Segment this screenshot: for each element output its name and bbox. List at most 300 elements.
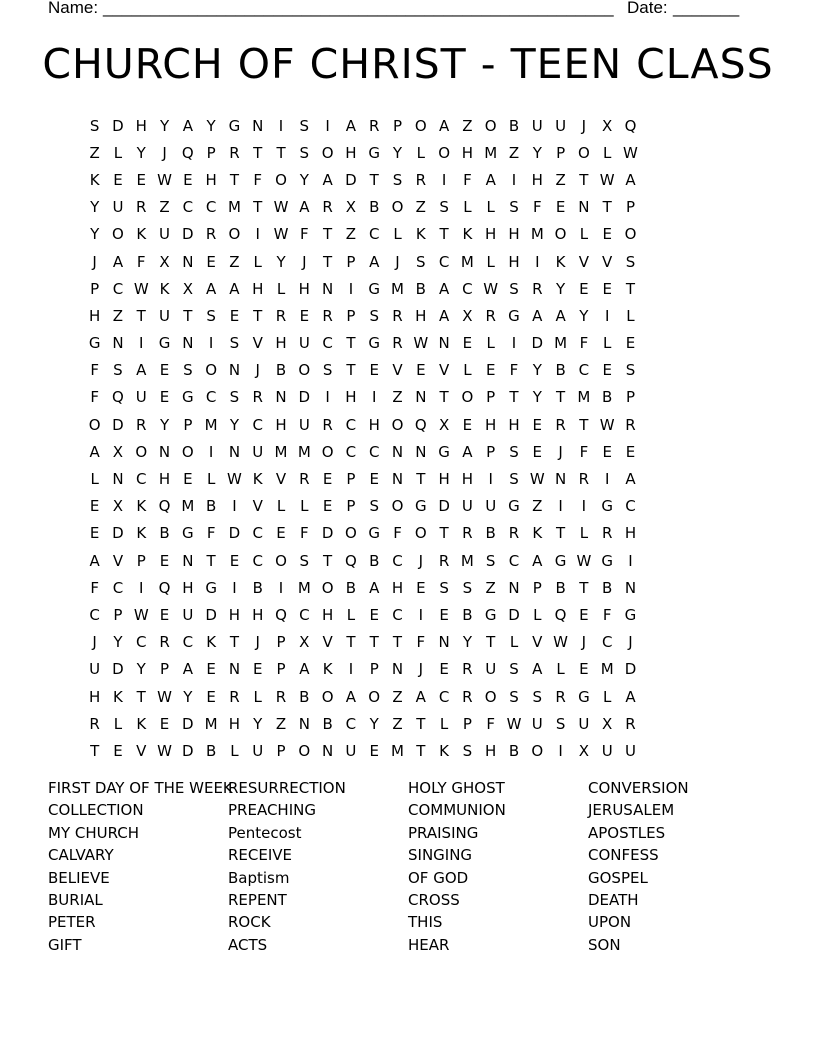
grid-cell[interactable]: P <box>486 442 496 461</box>
grid-cell[interactable]: O <box>298 361 311 380</box>
grid-cell[interactable]: E <box>206 687 216 706</box>
grid-cell[interactable]: S <box>625 252 636 271</box>
grid-cell[interactable]: H <box>252 605 264 624</box>
grid-cell[interactable]: O <box>321 442 334 461</box>
grid-cell[interactable]: A <box>415 687 426 706</box>
grid-cell[interactable]: M <box>460 551 474 570</box>
grid-cell[interactable]: I <box>139 578 144 597</box>
grid-cell[interactable]: Y <box>113 633 123 652</box>
grid-cell[interactable]: A <box>89 551 100 570</box>
grid-cell[interactable]: L <box>393 225 402 244</box>
grid-cell[interactable]: K <box>113 687 123 706</box>
grid-cell[interactable]: O <box>275 170 287 189</box>
grid-cell[interactable]: I <box>278 578 284 597</box>
grid-cell[interactable]: N <box>112 470 124 489</box>
grid-cell[interactable]: Z <box>462 116 473 135</box>
grid-cell[interactable]: Y <box>206 116 216 135</box>
grid-cell[interactable]: A <box>438 116 450 135</box>
grid-cell[interactable]: C <box>252 415 263 434</box>
grid-cell[interactable]: O <box>624 225 637 244</box>
grid-cell[interactable]: H <box>485 741 497 760</box>
grid-cell[interactable]: W <box>599 415 615 434</box>
grid-cell[interactable]: A <box>322 170 333 189</box>
grid-cell[interactable]: N <box>578 198 590 217</box>
grid-cell[interactable]: Q <box>345 551 357 570</box>
grid-cell[interactable]: E <box>625 442 636 461</box>
grid-cell[interactable]: P <box>625 198 635 217</box>
grid-cell[interactable]: R <box>299 470 310 489</box>
grid-cell[interactable]: H <box>391 578 404 597</box>
grid-cell[interactable]: A <box>438 306 450 325</box>
grid-cell[interactable]: G <box>368 143 381 162</box>
grid-cell[interactable]: G <box>88 334 101 353</box>
grid-cell[interactable]: O <box>321 687 334 706</box>
grid-cell[interactable]: D <box>298 388 311 407</box>
grid-cell[interactable]: A <box>345 116 357 135</box>
grid-cell[interactable]: R <box>415 170 427 189</box>
grid-cell[interactable]: O <box>298 741 311 760</box>
grid-cell[interactable]: L <box>113 714 123 733</box>
grid-cell[interactable]: R <box>508 524 520 543</box>
grid-cell[interactable]: B <box>415 279 426 298</box>
grid-cell[interactable]: B <box>485 524 496 543</box>
grid-cell[interactable]: R <box>392 306 403 325</box>
grid-cell[interactable]: U <box>531 714 543 733</box>
grid-cell[interactable]: R <box>322 415 333 434</box>
grid-cell[interactable]: K <box>136 714 147 733</box>
grid-cell[interactable]: W <box>273 198 289 217</box>
grid-cell[interactable]: L <box>486 334 495 353</box>
grid-cell[interactable]: R <box>485 306 496 325</box>
grid-cell[interactable]: C <box>462 279 473 298</box>
grid-cell[interactable]: I <box>488 470 493 489</box>
grid-cell[interactable]: H <box>508 415 520 434</box>
grid-cell[interactable]: T <box>625 279 636 298</box>
grid-cell[interactable]: F <box>463 170 472 189</box>
grid-cell[interactable]: T <box>183 306 193 325</box>
grid-cell[interactable]: U <box>531 116 543 135</box>
grid-cell[interactable]: P <box>136 551 146 570</box>
grid-cell[interactable]: Q <box>158 497 171 516</box>
grid-cell[interactable]: L <box>416 143 425 162</box>
grid-cell[interactable]: T <box>579 170 589 189</box>
grid-cell[interactable]: G <box>228 116 241 135</box>
grid-cell[interactable]: U <box>601 741 613 760</box>
grid-cell[interactable]: B <box>369 551 380 570</box>
grid-cell[interactable]: H <box>415 306 427 325</box>
grid-cell[interactable]: L <box>206 470 216 489</box>
grid-cell[interactable]: K <box>532 524 543 543</box>
grid-cell[interactable]: D <box>182 714 194 733</box>
grid-cell[interactable]: B <box>322 714 333 733</box>
grid-cell[interactable]: O <box>461 388 474 407</box>
grid-cell[interactable]: S <box>369 497 379 516</box>
grid-cell[interactable]: N <box>275 388 287 407</box>
grid-cell[interactable]: I <box>604 470 610 489</box>
grid-cell[interactable]: L <box>509 633 519 652</box>
grid-cell[interactable]: T <box>556 388 566 407</box>
grid-cell[interactable]: B <box>205 497 217 516</box>
grid-cell[interactable]: N <box>182 252 194 271</box>
grid-cell[interactable]: E <box>462 415 473 434</box>
grid-cell[interactable]: T <box>439 388 449 407</box>
grid-cell[interactable]: W <box>273 225 289 244</box>
grid-cell[interactable]: D <box>531 334 544 353</box>
grid-cell[interactable]: Z <box>532 497 543 516</box>
grid-cell[interactable]: O <box>438 143 450 162</box>
grid-cell[interactable]: H <box>158 470 171 489</box>
grid-cell[interactable]: Y <box>276 252 286 271</box>
grid-cell[interactable]: H <box>345 388 357 407</box>
grid-cell[interactable]: N <box>182 334 194 353</box>
grid-cell[interactable]: J <box>628 633 633 652</box>
grid-cell[interactable]: P <box>625 388 635 407</box>
grid-cell[interactable]: D <box>345 170 357 189</box>
grid-cell[interactable]: N <box>158 442 171 461</box>
grid-cell[interactable]: R <box>578 470 590 489</box>
grid-cell[interactable]: T <box>253 198 263 217</box>
grid-cell[interactable]: F <box>136 252 146 271</box>
grid-cell[interactable]: Y <box>532 361 542 380</box>
grid-cell[interactable]: D <box>438 497 450 516</box>
grid-cell[interactable]: I <box>558 741 563 760</box>
grid-cell[interactable]: B <box>602 578 613 597</box>
grid-cell[interactable]: L <box>556 660 565 679</box>
grid-cell[interactable]: Z <box>392 687 403 706</box>
grid-cell[interactable]: P <box>160 660 170 679</box>
grid-cell[interactable]: E <box>602 442 612 461</box>
grid-cell[interactable]: N <box>438 334 450 353</box>
grid-cell[interactable]: W <box>157 170 172 189</box>
grid-cell[interactable]: H <box>508 252 520 271</box>
grid-cell[interactable]: T <box>253 143 263 162</box>
grid-cell[interactable]: A <box>369 578 380 597</box>
grid-cell[interactable]: K <box>462 225 473 244</box>
grid-cell[interactable]: V <box>438 361 450 380</box>
grid-cell[interactable]: O <box>205 361 218 380</box>
grid-cell[interactable]: Z <box>229 252 240 271</box>
grid-cell[interactable]: R <box>322 306 333 325</box>
grid-cell[interactable]: P <box>183 415 193 434</box>
grid-cell[interactable]: Q <box>112 388 124 407</box>
grid-cell[interactable]: H <box>275 334 287 353</box>
grid-cell[interactable]: S <box>485 551 496 570</box>
grid-cell[interactable]: B <box>555 361 566 380</box>
grid-cell[interactable]: C <box>625 497 636 516</box>
grid-cell[interactable]: R <box>625 714 636 733</box>
grid-cell[interactable]: S <box>183 361 193 380</box>
grid-cell[interactable]: A <box>485 170 496 189</box>
grid-cell[interactable]: J <box>558 442 563 461</box>
grid-cell[interactable]: A <box>182 660 193 679</box>
grid-cell[interactable]: T <box>346 633 356 652</box>
grid-cell[interactable]: X <box>462 306 473 325</box>
grid-cell[interactable]: T <box>579 578 589 597</box>
grid-cell[interactable]: T <box>346 334 356 353</box>
grid-cell[interactable]: Y <box>136 660 146 679</box>
grid-cell[interactable]: J <box>418 660 424 679</box>
grid-cell[interactable]: I <box>628 551 633 570</box>
grid-cell[interactable]: D <box>182 225 194 244</box>
grid-cell[interactable]: N <box>391 470 404 489</box>
grid-cell[interactable]: X <box>345 198 357 217</box>
grid-cell[interactable]: A <box>112 252 124 271</box>
grid-cell[interactable]: T <box>392 633 403 652</box>
grid-cell[interactable]: F <box>416 633 426 652</box>
grid-cell[interactable]: H <box>135 116 147 135</box>
grid-cell[interactable]: K <box>322 660 333 679</box>
grid-cell[interactable]: U <box>624 741 636 760</box>
grid-cell[interactable]: S <box>392 170 403 189</box>
grid-cell[interactable]: E <box>159 388 170 407</box>
grid-cell[interactable]: I <box>581 497 587 516</box>
grid-cell[interactable]: A <box>462 442 473 461</box>
grid-cell[interactable]: E <box>439 605 449 624</box>
grid-cell[interactable]: I <box>232 578 237 597</box>
grid-cell[interactable]: R <box>368 116 380 135</box>
grid-cell[interactable]: U <box>555 116 567 135</box>
grid-cell[interactable]: I <box>255 225 260 244</box>
grid-cell[interactable]: G <box>182 524 194 543</box>
grid-cell[interactable]: V <box>322 633 333 652</box>
grid-cell[interactable]: G <box>368 524 381 543</box>
grid-cell[interactable]: M <box>391 741 404 760</box>
grid-cell[interactable]: T <box>276 143 286 162</box>
grid-cell[interactable]: T <box>486 633 496 652</box>
grid-cell[interactable]: C <box>89 605 100 624</box>
grid-cell[interactable]: C <box>252 551 263 570</box>
grid-cell[interactable]: N <box>391 660 404 679</box>
grid-cell[interactable]: X <box>602 116 613 135</box>
grid-cell[interactable]: A <box>532 551 543 570</box>
grid-cell[interactable]: A <box>438 279 450 298</box>
grid-cell[interactable]: U <box>485 660 497 679</box>
grid-cell[interactable]: H <box>461 470 474 489</box>
grid-cell[interactable]: E <box>625 334 636 353</box>
grid-cell[interactable]: T <box>439 225 449 244</box>
grid-cell[interactable]: N <box>228 660 241 679</box>
grid-cell[interactable]: S <box>322 361 333 380</box>
grid-cell[interactable]: Z <box>275 714 287 733</box>
grid-cell[interactable]: R <box>555 415 566 434</box>
grid-cell[interactable]: J <box>92 252 97 271</box>
grid-cell[interactable]: R <box>392 334 403 353</box>
grid-cell[interactable]: W <box>227 470 242 489</box>
grid-cell[interactable]: L <box>579 524 589 543</box>
grid-cell[interactable]: Y <box>532 143 542 162</box>
grid-cell[interactable]: J <box>162 143 167 162</box>
grid-cell[interactable]: U <box>135 388 147 407</box>
grid-cell[interactable]: R <box>275 306 287 325</box>
grid-cell[interactable]: P <box>369 660 379 679</box>
grid-cell[interactable]: L <box>346 605 356 624</box>
grid-cell[interactable]: M <box>554 334 568 353</box>
grid-cell[interactable]: C <box>345 415 357 434</box>
grid-cell[interactable]: Y <box>159 116 170 135</box>
grid-cell[interactable]: O <box>414 524 427 543</box>
grid-cell[interactable]: D <box>321 524 334 543</box>
grid-cell[interactable]: V <box>578 252 590 271</box>
grid-cell[interactable]: X <box>299 633 310 652</box>
grid-cell[interactable]: E <box>579 279 589 298</box>
grid-cell[interactable]: O <box>275 551 287 570</box>
grid-cell[interactable]: U <box>345 741 357 760</box>
grid-cell[interactable]: G <box>182 388 194 407</box>
grid-cell[interactable]: R <box>205 225 217 244</box>
grid-cell[interactable]: K <box>89 170 100 189</box>
grid-cell[interactable]: T <box>206 551 216 570</box>
grid-cell[interactable]: B <box>345 578 357 597</box>
grid-cell[interactable]: X <box>602 714 613 733</box>
grid-cell[interactable]: E <box>89 524 100 543</box>
grid-cell[interactable]: Q <box>158 578 171 597</box>
grid-cell[interactable]: Q <box>554 605 567 624</box>
grid-cell[interactable]: T <box>439 524 449 543</box>
grid-cell[interactable]: M <box>297 578 311 597</box>
grid-cell[interactable]: R <box>275 687 287 706</box>
grid-cell[interactable]: E <box>183 170 193 189</box>
grid-cell[interactable]: I <box>325 116 330 135</box>
grid-cell[interactable]: E <box>532 415 543 434</box>
grid-cell[interactable]: O <box>321 578 334 597</box>
grid-cell[interactable]: E <box>229 306 240 325</box>
grid-cell[interactable]: O <box>228 225 241 244</box>
grid-cell[interactable]: V <box>602 252 613 271</box>
grid-cell[interactable]: E <box>369 741 379 760</box>
grid-cell[interactable]: A <box>532 306 543 325</box>
grid-cell[interactable]: T <box>556 524 566 543</box>
grid-cell[interactable]: B <box>252 578 263 597</box>
grid-cell[interactable]: N <box>182 551 194 570</box>
grid-cell[interactable]: G <box>554 551 567 570</box>
grid-cell[interactable]: N <box>322 741 334 760</box>
grid-cell[interactable]: Q <box>414 415 427 434</box>
grid-cell[interactable]: L <box>230 741 239 760</box>
grid-cell[interactable]: L <box>463 198 472 217</box>
grid-cell[interactable]: K <box>439 741 450 760</box>
grid-cell[interactable]: N <box>415 442 427 461</box>
grid-cell[interactable]: Z <box>415 198 426 217</box>
grid-cell[interactable]: I <box>278 116 284 135</box>
grid-cell[interactable]: O <box>577 143 590 162</box>
grid-cell[interactable]: Q <box>181 143 194 162</box>
grid-cell[interactable]: K <box>252 470 263 489</box>
grid-cell[interactable]: S <box>532 687 543 706</box>
grid-cell[interactable]: O <box>391 198 404 217</box>
grid-cell[interactable]: S <box>462 578 473 597</box>
grid-cell[interactable]: V <box>275 470 287 489</box>
grid-cell[interactable]: K <box>136 524 147 543</box>
grid-cell[interactable]: R <box>322 198 333 217</box>
grid-cell[interactable]: P <box>532 578 542 597</box>
grid-cell[interactable]: Y <box>532 388 542 407</box>
grid-cell[interactable]: H <box>624 524 637 543</box>
grid-cell[interactable]: P <box>346 470 356 489</box>
grid-cell[interactable]: H <box>345 143 357 162</box>
grid-cell[interactable]: F <box>90 361 99 380</box>
grid-cell[interactable]: W <box>506 714 522 733</box>
grid-cell[interactable]: H <box>275 415 287 434</box>
grid-cell[interactable]: B <box>508 741 520 760</box>
grid-cell[interactable]: T <box>346 361 356 380</box>
grid-cell[interactable]: V <box>252 497 263 516</box>
grid-cell[interactable]: S <box>509 279 519 298</box>
grid-cell[interactable]: E <box>602 225 612 244</box>
grid-cell[interactable]: P <box>392 116 403 135</box>
grid-cell[interactable]: B <box>369 198 380 217</box>
grid-cell[interactable]: S <box>509 470 519 489</box>
grid-cell[interactable]: E <box>183 470 193 489</box>
grid-cell[interactable]: H <box>461 143 474 162</box>
grid-cell[interactable]: R <box>462 687 473 706</box>
grid-cell[interactable]: A <box>182 116 193 135</box>
grid-cell[interactable]: S <box>462 741 473 760</box>
grid-cell[interactable]: Z <box>485 578 496 597</box>
grid-cell[interactable]: N <box>554 470 567 489</box>
grid-cell[interactable]: N <box>112 334 124 353</box>
name-field[interactable]: ______________________________________________________ <box>103 0 614 17</box>
grid-cell[interactable]: S <box>439 198 449 217</box>
grid-cell[interactable]: O <box>484 687 497 706</box>
grid-cell[interactable]: G <box>624 605 637 624</box>
grid-cell[interactable]: E <box>579 660 589 679</box>
grid-cell[interactable]: M <box>204 415 218 434</box>
grid-cell[interactable]: S <box>509 687 519 706</box>
grid-cell[interactable]: P <box>346 497 356 516</box>
grid-cell[interactable]: E <box>579 605 589 624</box>
grid-cell[interactable]: P <box>90 279 100 298</box>
grid-cell[interactable]: B <box>555 578 566 597</box>
grid-cell[interactable]: L <box>486 198 495 217</box>
grid-cell[interactable]: K <box>415 225 426 244</box>
grid-cell[interactable]: E <box>276 524 286 543</box>
grid-cell[interactable]: I <box>535 252 540 271</box>
grid-cell[interactable]: N <box>508 578 520 597</box>
grid-cell[interactable]: P <box>346 306 356 325</box>
grid-cell[interactable]: E <box>159 605 170 624</box>
grid-cell[interactable]: B <box>299 687 310 706</box>
grid-cell[interactable]: E <box>136 170 146 189</box>
grid-cell[interactable]: C <box>299 605 310 624</box>
grid-cell[interactable]: T <box>369 170 379 189</box>
grid-cell[interactable]: Y <box>229 415 240 434</box>
grid-cell[interactable]: U <box>252 741 264 760</box>
grid-cell[interactable]: H <box>438 470 450 489</box>
grid-cell[interactable]: E <box>532 442 543 461</box>
grid-cell[interactable]: W <box>576 551 592 570</box>
grid-cell[interactable]: R <box>532 279 543 298</box>
grid-cell[interactable]: L <box>253 252 262 271</box>
grid-cell[interactable]: H <box>89 306 101 325</box>
grid-cell[interactable]: A <box>229 279 240 298</box>
grid-cell[interactable]: J <box>418 551 424 570</box>
grid-cell[interactable]: A <box>206 279 217 298</box>
grid-cell[interactable]: D <box>112 116 124 135</box>
grid-cell[interactable]: L <box>276 497 286 516</box>
grid-cell[interactable]: N <box>391 442 404 461</box>
grid-cell[interactable]: B <box>205 741 217 760</box>
grid-cell[interactable]: M <box>297 442 311 461</box>
grid-cell[interactable]: O <box>181 442 194 461</box>
grid-cell[interactable]: C <box>345 714 357 733</box>
grid-cell[interactable]: I <box>139 334 144 353</box>
grid-cell[interactable]: A <box>555 306 566 325</box>
grid-cell[interactable]: N <box>415 388 427 407</box>
grid-cell[interactable]: T <box>90 741 100 760</box>
grid-cell[interactable]: H <box>485 415 497 434</box>
grid-cell[interactable]: B <box>275 361 287 380</box>
grid-cell[interactable]: S <box>113 361 123 380</box>
